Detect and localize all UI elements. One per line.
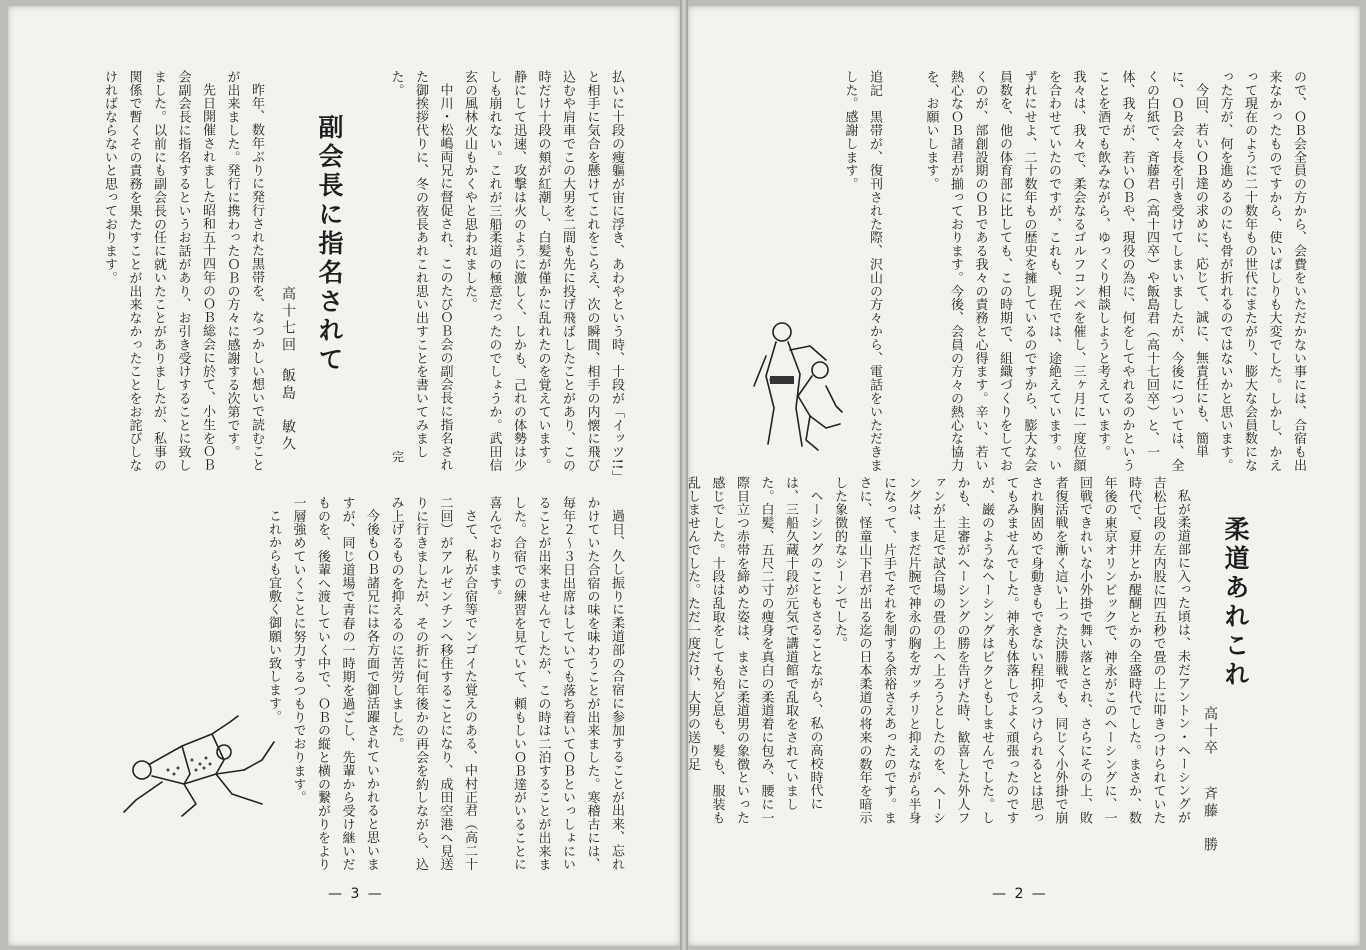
article-title: 副会長に指名されて [315, 114, 344, 375]
right-page [685, 6, 1360, 946]
paragraph: 昨年、数年ぶりに発行された黒帯を、なつかしい想いで読むことが出来ました。発行に携わったＯＢの方々に感謝する次第です。 [224, 70, 264, 472]
article-body [685, 476, 1194, 836]
judo-grappling-illustration [112, 712, 282, 820]
author-name: 飯島 敏久 [280, 368, 296, 453]
article-body-top [96, 70, 268, 480]
left-continued-text [388, 70, 628, 480]
postscript: 追記 黒帯が、復刊された際、沢山の方々から、電話をいただきました。感謝します。 [842, 70, 882, 472]
paragraph: 今後もＯＢ諸兄には各方面で御活躍されていかれると思いますが、同じ道場で青春の一時期を過ごし、先輩から受け継いだものを、後輩へ渡していく中で、ＯＢの縦と横の繋がりをより一層強めていくことに努力するつもりでおります。 [290, 496, 379, 872]
paragraph: 中川・松嶋両兄に督促され、このたびＯＢ会の副会長に指名された御挨拶代りに、冬の夜長あれこれ思い出すことを書いてみました。 [388, 70, 453, 472]
page-number: — 3 — [328, 886, 384, 902]
end-mark: 完 [392, 450, 405, 464]
paragraph: これからも宜敷く御願い致します。 [266, 509, 281, 724]
paragraph: 払いに十段の痩軀が宙に浮き、あわやという時、十段が「イッツ!!」と相手に気合を懸けてこれをこらえ、次の瞬間、相手の内懐に飛び込むや肩車でこの大男を二間も先に投げ飛ばしたことがあり、この時だけ十段の頬が紅潮し、白髪が僅かに乱れたのを覚えています。静にして迅速、攻撃は火のように激しく、しかも、己れの体勢は少しも崩れない。これが三船柔道の極意だったのでしょうか。武田信玄の風林火山もかくやと思われました。 [462, 70, 624, 477]
paragraph: ので、ＯＢ会全員の方から、会費をいただかない事には、合宿も出来なかったものですから、使いぱしりも大変でした。しかし、かえって現在のように二十数年もの世代にまたがり、膨大な会員数になった方が、何を進めるのにも骨が折れるのではないかと思います。 [1217, 70, 1306, 472]
ob-essay-text [886, 70, 1310, 480]
paragraph: 過日、久し振りに柔道部の合宿に参加することが出来、忘れかけていた合宿の味を味わうことが出来ました。寒稽古には、毎年２〜３日出席はしていても落ち着いてＯＢといっしょにいることが出来ませんでしたが、この時は二泊することが出来ました。合宿での練習を見ていて、頼もしいＯＢ達がいることに喜んでおります。 [486, 496, 624, 872]
article-title: 柔道あれこれ [1221, 516, 1250, 690]
author-name: 斉藤 勝 [1202, 786, 1218, 854]
page-number: — 2 — [992, 886, 1048, 902]
paragraph: 今回、若いＯＢ達の求めに、応じて、誠に、無責任にも、簡単に、ＯＢ会々長を引き受けてしまいましたが、今後については、全くの白紙で、斉藤君（高十四卒）や飯島君（高十七回卒）と、一体、我々が、若いＯＢや、現役の為に、何をしてやれるのかということを酒でも飲みながら、ゆっくり相談しようと考えています。我々は、我々で、柔会なるゴルフコンペを催し、三ヶ月に一度位顔を合わせていたのですが、これも、現在では、途絶えています。いずれにせよ、二十数年もの歴史を擁しているのですから、膨大な会員数を、他の体育部に比しても、この時期で、組織づくりをしておくのが、部創設期のＯＢである我々の責務と心得ます。辛い、若い熱心なＯＢ諸君が揃っております。今後、会員の方々の熱心な協力を、お願いします。 [923, 70, 1208, 472]
article-body-bottom [266, 496, 628, 876]
paragraph: 先日開催されました昭和五十四年のＯＢ総会に於て、小生をＯＢ会副会長に指名するというお話があり、お引き受けすることに致しました。以前にも副会長の任に就いたことがありましたが、私事の関係で暫くその責務を果たすことが出来なかったことをお詫びしなければならないと思っております。 [102, 70, 215, 472]
author-class: 高十卒 [1202, 706, 1218, 757]
author-class: 高十七回 [280, 286, 296, 354]
judo-throw-illustration [748, 316, 848, 456]
paragraph: 私が柔道部に入った頃は、未だアントン・ヘーシングが吉松七段の左内股に四五秒で畳の上に叩きつけられていた時代で、夏井とか醍醐とかの全盛時代でした。まさか、数年後の東京オリンピックで、神永がこのヘーシングに、一回戦できれいな小外掛で舞い落とされ、さらにその上、敗者復活戦を漸く這い上った決勝戦でも、同じく小外掛で崩され胸固めで身動きもできない程抑えつけられるとは思ってもみませんでした。神永も体落しでよく頑張ったのですが、巌のようなヘーシングはビクともしませんでした。しかも、主審がヘーシングの勝を告げた時、歓喜した外人ファンが土足で試合場の畳の上へ上ろうとしたのを、ヘーシングは、まだ片腕で神永の胸をガッチリと抑えながら半身になって、片手でそれを制する余裕さえあったのです。まさに、怪童山下君が出る迄の日本柔道の将来の数年を暗示した象徴的なシーンでした。 [832, 476, 1190, 825]
paragraph: さて、私が合宿等でンゴイた覚えのある、中村正君（高二十二回）がアルゼンチンへ移住することになり、成田空港へ見送りに行きましたが、その折に何年後かの再会を約しながら、込み上げるものを抑えるのに苦労しました。 [388, 496, 477, 872]
left-page [8, 6, 680, 946]
paragraph: ヘーシングのこともさることながら、私の高校時代には、三船久蔵十段が元気で講道館で乱取をされていました。白髪、五尺二寸の痩身を真白の柔道着に包み、腰に一際目立つ赤帯を締めた姿は、まさに柔道男の象徴といった感じでした。十段は乱取をしても殆ど息も、髪も、服装も乱しませんでした。ただ一度だけ、大男の送り足 [685, 476, 823, 825]
